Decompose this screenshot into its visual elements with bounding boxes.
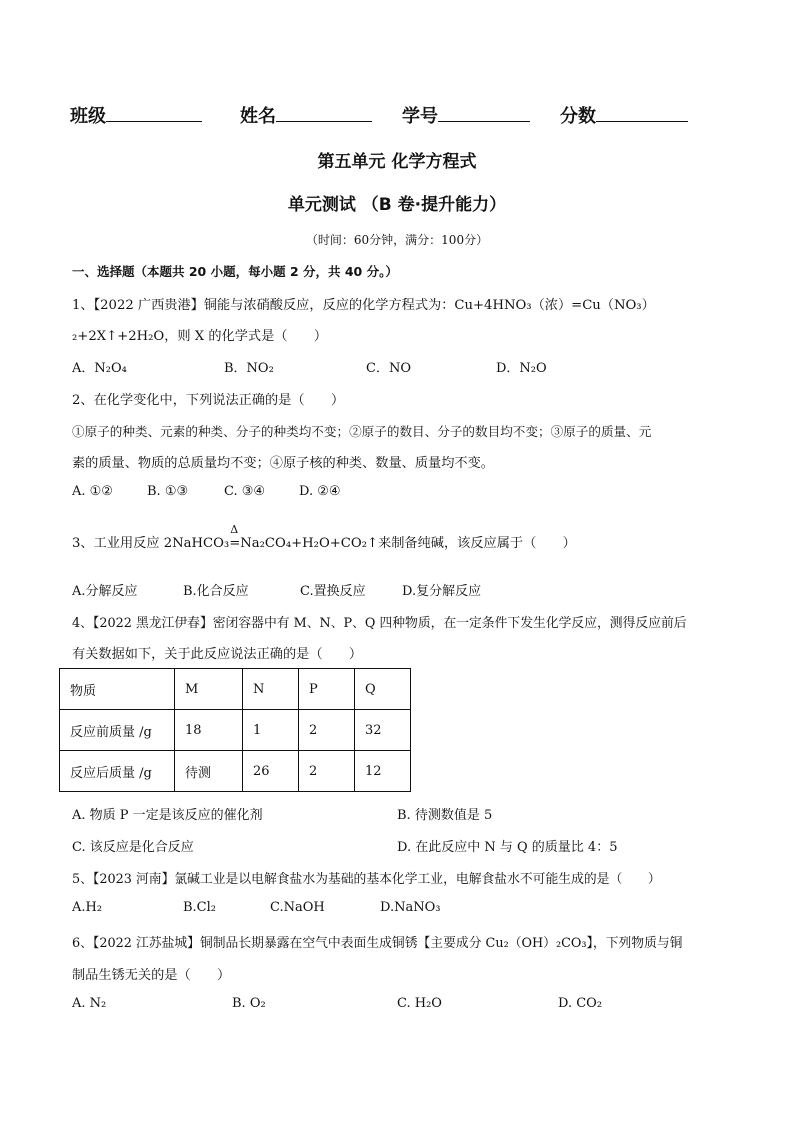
name-blank[interactable] — [276, 103, 372, 122]
q4-option-c[interactable]: C. 该反应是化合反应 — [72, 840, 194, 855]
class-blank[interactable] — [106, 103, 202, 122]
q4-stem-line2: 有关数据如下，关于此反应说法正确的是（ ） — [72, 647, 363, 662]
q4-stem-line1: 4、【2022 黑龙江伊春】密闭容器中有 M、N、P、Q 四种物质，在一定条件下发生化学反应，测得反应前后 — [72, 616, 687, 631]
section-heading: 一、选择题（本题共 20 小题，每小题 2 分，共 40 分。） — [72, 264, 398, 279]
q1-stem-line1: 1、【2022 广西贵港】铜能与浓硝酸反应，反应的化学方程式为：Cu+4HNO₃（浓）=Cu（NO₃） — [72, 298, 655, 313]
q2-option-d[interactable]: D. ②④ — [299, 484, 341, 499]
score-field — [560, 102, 688, 128]
q1-option-d[interactable]: D．N₂O — [496, 361, 547, 376]
q3-option-b[interactable]: B.化合反应 — [183, 584, 249, 599]
q2-statement-line1: ①原子的种类、元素的种类、分子的种类均不变；②原子的数目、分子的数目均不变；③原子的质量、元 — [72, 424, 652, 439]
student-info-header — [70, 102, 730, 128]
student-id-blank[interactable] — [438, 103, 530, 122]
q1-option-a[interactable]: A．N₂O₄ — [72, 361, 127, 376]
q6-option-d[interactable]: D. CO₂ — [558, 996, 603, 1011]
q2-statement-line2: 素的质量、物质的总质量均不变；④原子核的种类、数量、质量均不变。 — [72, 456, 494, 471]
q4-option-a[interactable]: A. 物质 P 一定是该反应的催化剂 — [72, 808, 263, 823]
q5-option-a[interactable]: A.H₂ — [72, 900, 103, 915]
q5-option-b[interactable]: B.Cl₂ — [183, 900, 217, 915]
table-cell: 待测 — [175, 751, 243, 792]
q3-option-a[interactable]: A.分解反应 — [72, 584, 138, 599]
q5-option-c[interactable]: C.NaOH — [270, 900, 325, 915]
q3-option-c[interactable]: C.置换反应 — [300, 584, 366, 599]
q6-option-c[interactable]: C. H₂O — [397, 996, 442, 1011]
table-header-cell: P — [299, 669, 355, 710]
table-header-cell: M — [175, 669, 243, 710]
q1-stem-line2: ₂+2X↑+2H₂O，则 X 的化学式是（ ） — [72, 329, 328, 344]
table-header-cell: N — [243, 669, 299, 710]
q6-stem-line2: 制品生锈无关的是（ ） — [72, 968, 231, 983]
q4-data-table — [59, 668, 411, 792]
q2-option-a[interactable]: A. ①② — [72, 484, 113, 499]
q2-option-b[interactable]: B. ①③ — [147, 484, 189, 499]
table-cell: 2 — [299, 751, 355, 792]
table-cell: 反应后质量 /g — [60, 751, 175, 792]
q3-prefix: 3、工业用反应 2NaHCO₃ — [72, 536, 230, 551]
q6-option-a[interactable]: A. N₂ — [72, 996, 107, 1011]
q2-stem: 2、在化学变化中，下列说法正确的是（ ） — [72, 393, 345, 408]
q3-option-d[interactable]: D.复分解反应 — [402, 584, 482, 599]
q4-option-b[interactable]: B. 待测数值是 5 — [397, 808, 493, 823]
score-label: 分数 — [560, 106, 596, 127]
time-info: （时间：60分钟，满分：100分） — [305, 233, 489, 247]
student-id-label: 学号 — [402, 106, 438, 127]
q4-option-d[interactable]: D. 在此反应中 N 与 Q 的质量比 4：5 — [397, 840, 618, 855]
q6-option-b[interactable]: B. O₂ — [232, 996, 266, 1011]
table-header-row — [60, 669, 411, 710]
name-label: 姓名 — [240, 106, 276, 127]
table-cell: 12 — [355, 751, 411, 792]
q5-stem: 5、【2023 河南】氯碱工业是以电解食盐水为基础的基本化学工业，电解食盐水不可能生成的是（ ） — [72, 872, 661, 887]
table-header-cell: 物质 — [60, 669, 175, 710]
student-id-field — [402, 102, 530, 128]
q6-stem-line1: 6、【2022 江苏盐城】铜制品长期暴露在空气中表面生成铜锈【主要成分 Cu₂（OH）₂CO₃】，下列物质与铜 — [72, 936, 683, 951]
q5-option-d[interactable]: D.NaNO₃ — [380, 900, 441, 915]
table-row — [60, 710, 411, 751]
table-cell: 32 — [355, 710, 411, 751]
q1-option-c[interactable]: C．NO — [366, 361, 411, 376]
class-label: 班级 — [70, 106, 106, 127]
q1-option-b[interactable]: B．NO₂ — [224, 361, 274, 376]
table-cell: 26 — [243, 751, 299, 792]
unit-title: 第五单元 化学方程式 — [317, 152, 477, 172]
table-cell: 反应前质量 /g — [60, 710, 175, 751]
q2-option-c[interactable]: C. ③④ — [224, 484, 266, 499]
table-header-cell: Q — [355, 669, 411, 710]
name-field — [240, 102, 372, 128]
table-cell: 18 — [175, 710, 243, 751]
table-cell: 2 — [299, 710, 355, 751]
delta-icon: Δ — [230, 523, 239, 536]
q3-stem — [72, 523, 576, 551]
table-row — [60, 751, 411, 792]
test-subtitle: 单元测试 （B 卷·提升能力） — [287, 195, 507, 215]
table-cell: 1 — [243, 710, 299, 751]
score-blank[interactable] — [596, 103, 688, 122]
class-field — [70, 102, 202, 128]
q3-equation: =Na₂CO₄+H₂O+CO₂↑来制备纯碱，该反应属于（ ） — [229, 536, 576, 551]
